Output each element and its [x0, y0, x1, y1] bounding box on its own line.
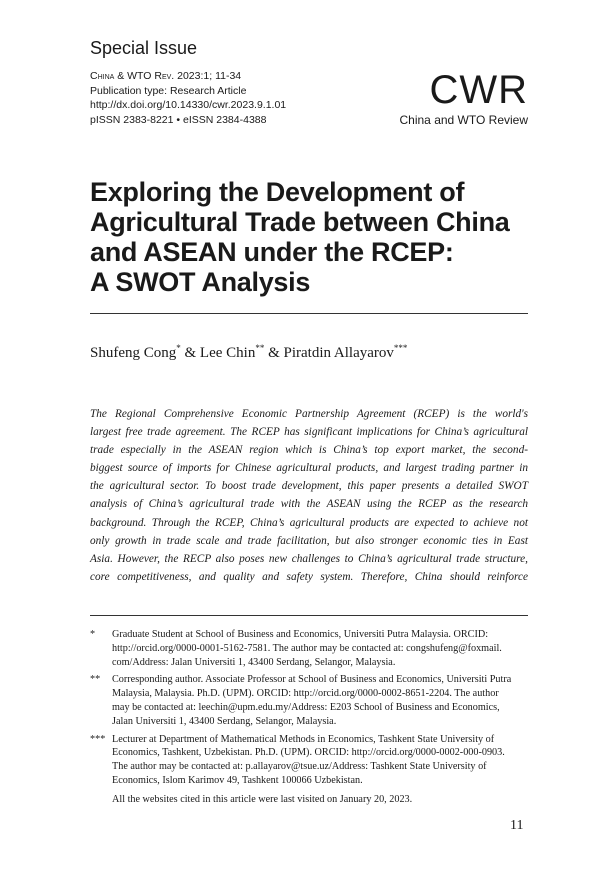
author-separator: & — [264, 345, 284, 361]
footnotes — [90, 628, 528, 807]
footnote — [90, 673, 528, 728]
abstract-line: only growth in trade scale and trade facilitation, but also stronger economic ties in East — [90, 534, 528, 547]
footnote-mark: *** — [90, 733, 106, 745]
author-name: Lee Chin — [199, 345, 256, 361]
abstract-line: trade especially in the ASEAN region which is China’s top export market, the second- — [90, 444, 528, 457]
article-title — [90, 177, 530, 297]
journal-logo — [388, 68, 528, 127]
author-list — [90, 343, 407, 362]
footnote-line: Graduate Student at School of Business and Economics, Universiti Putra Malaysia. ORCID: — [112, 629, 489, 640]
author-footnote-mark[interactable]: ** — [255, 343, 265, 353]
abstract-line: the agricultural sector. To boost trade development, this paper presents a detailed SWOT — [90, 480, 528, 493]
abstract-line: biggest source of imports for Chinese agricultural products, and largest trading partner in — [90, 462, 528, 475]
abstract-line: background. Through the RCEP, China’s agricultural products are expected to achieve not — [90, 516, 528, 529]
logo-letters: CWR — [429, 68, 528, 112]
publication-type: Publication type: Research Article — [90, 84, 247, 97]
footnote-line: Economics, Tashkent, Uzbekistan. Ph.D. (UPM). ORCID: http://orcid.org/0000-0002-000-0903. — [112, 747, 505, 759]
title-line: A SWOT Analysis — [90, 267, 311, 297]
author-footnote-mark[interactable]: *** — [393, 343, 408, 353]
footnote-divider — [90, 615, 528, 616]
author-footnote-mark[interactable]: * — [176, 343, 181, 353]
footnote-line: Economics, Islom Karimov 49, Tashkent 100066 Uzbekistan. — [112, 774, 363, 786]
abstract-line: The Regional Comprehensive Economic Partnership Agreement (RCEP) is the world's — [90, 408, 528, 420]
footnote-line: Corresponding author. Associate Professor at School of Business and Economics, Universiti Putra — [112, 674, 512, 686]
logo-subtitle: China and WTO Review — [399, 113, 528, 127]
title-line: and ASEAN under the RCEP: — [90, 237, 454, 267]
websites-note: All the websites cited in this article were last visited on January 20, 2023. — [112, 793, 413, 805]
title-divider — [90, 313, 528, 314]
title-line: Agricultural Trade between China — [90, 207, 510, 237]
footnote-line: Lecturer at Department of Mathematical Methods in Economics, Tashkent State University of — [112, 733, 495, 745]
footnote-line: may be contacted at: leechin@upm.edu.my/Address: E203 School of Business and Economics, — [112, 701, 500, 713]
page-number: 11 — [510, 818, 524, 833]
journal-metadata — [90, 69, 286, 127]
author-separator: & — [180, 345, 200, 361]
footnote — [90, 628, 528, 669]
abstract-line: Asia. However, the RECP also poses new challenges to China’s agricultural trade structure, — [90, 552, 528, 565]
author-name: Piratdin Allayarov — [283, 345, 394, 361]
footnote-mark: ** — [90, 674, 101, 686]
title-line: Exploring the Development of — [90, 177, 465, 207]
footnote-line: http://orcid.org/0000-0001-5162-7581. The author may be contacted at: congshufeng@foxmail. — [112, 642, 502, 654]
footnote-line: Malaysia, Malaysia. Ph.D. (UPM). ORCID: http://orcid.org/0000-0002-8651-2204. The author — [112, 688, 499, 700]
journal-citation: China & WTO Rev. 2023:1; 11-34 — [90, 70, 242, 82]
abstract-line: analysis of China’s agricultural trade with the ASEAN using the RCEP as the research — [90, 498, 528, 511]
footnote-mark: * — [90, 629, 96, 640]
footnote-line: Jalan Universiti 1, 43400 Serdang, Selangor, Malaysia. — [112, 715, 337, 727]
issn-line: pISSN 2383-8221 • eISSN 2384-4388 — [90, 113, 267, 126]
footnote-line: The author may be contacted at: p.allayarov@tsue.uz/Address: Tashkent State University of — [112, 761, 487, 773]
author-name: Shufeng Cong — [90, 345, 177, 361]
footnote — [90, 733, 528, 788]
doi-link[interactable]: http://dx.doi.org/10.14330/cwr.2023.9.1.01 — [90, 99, 287, 111]
special-issue-label: Special Issue — [90, 38, 198, 58]
abstract-line: largest free trade agreement. The RCEP has significant implications for China’s agricultural — [90, 426, 528, 439]
abstract — [90, 405, 528, 586]
abstract-line: core competitiveness, and quality and safety system. Therefore, China should reinforce — [90, 570, 528, 583]
footnote-line: com/Address: Jalan Universiti 1, 43400 Serdang, Selangor, Malaysia. — [112, 656, 396, 668]
